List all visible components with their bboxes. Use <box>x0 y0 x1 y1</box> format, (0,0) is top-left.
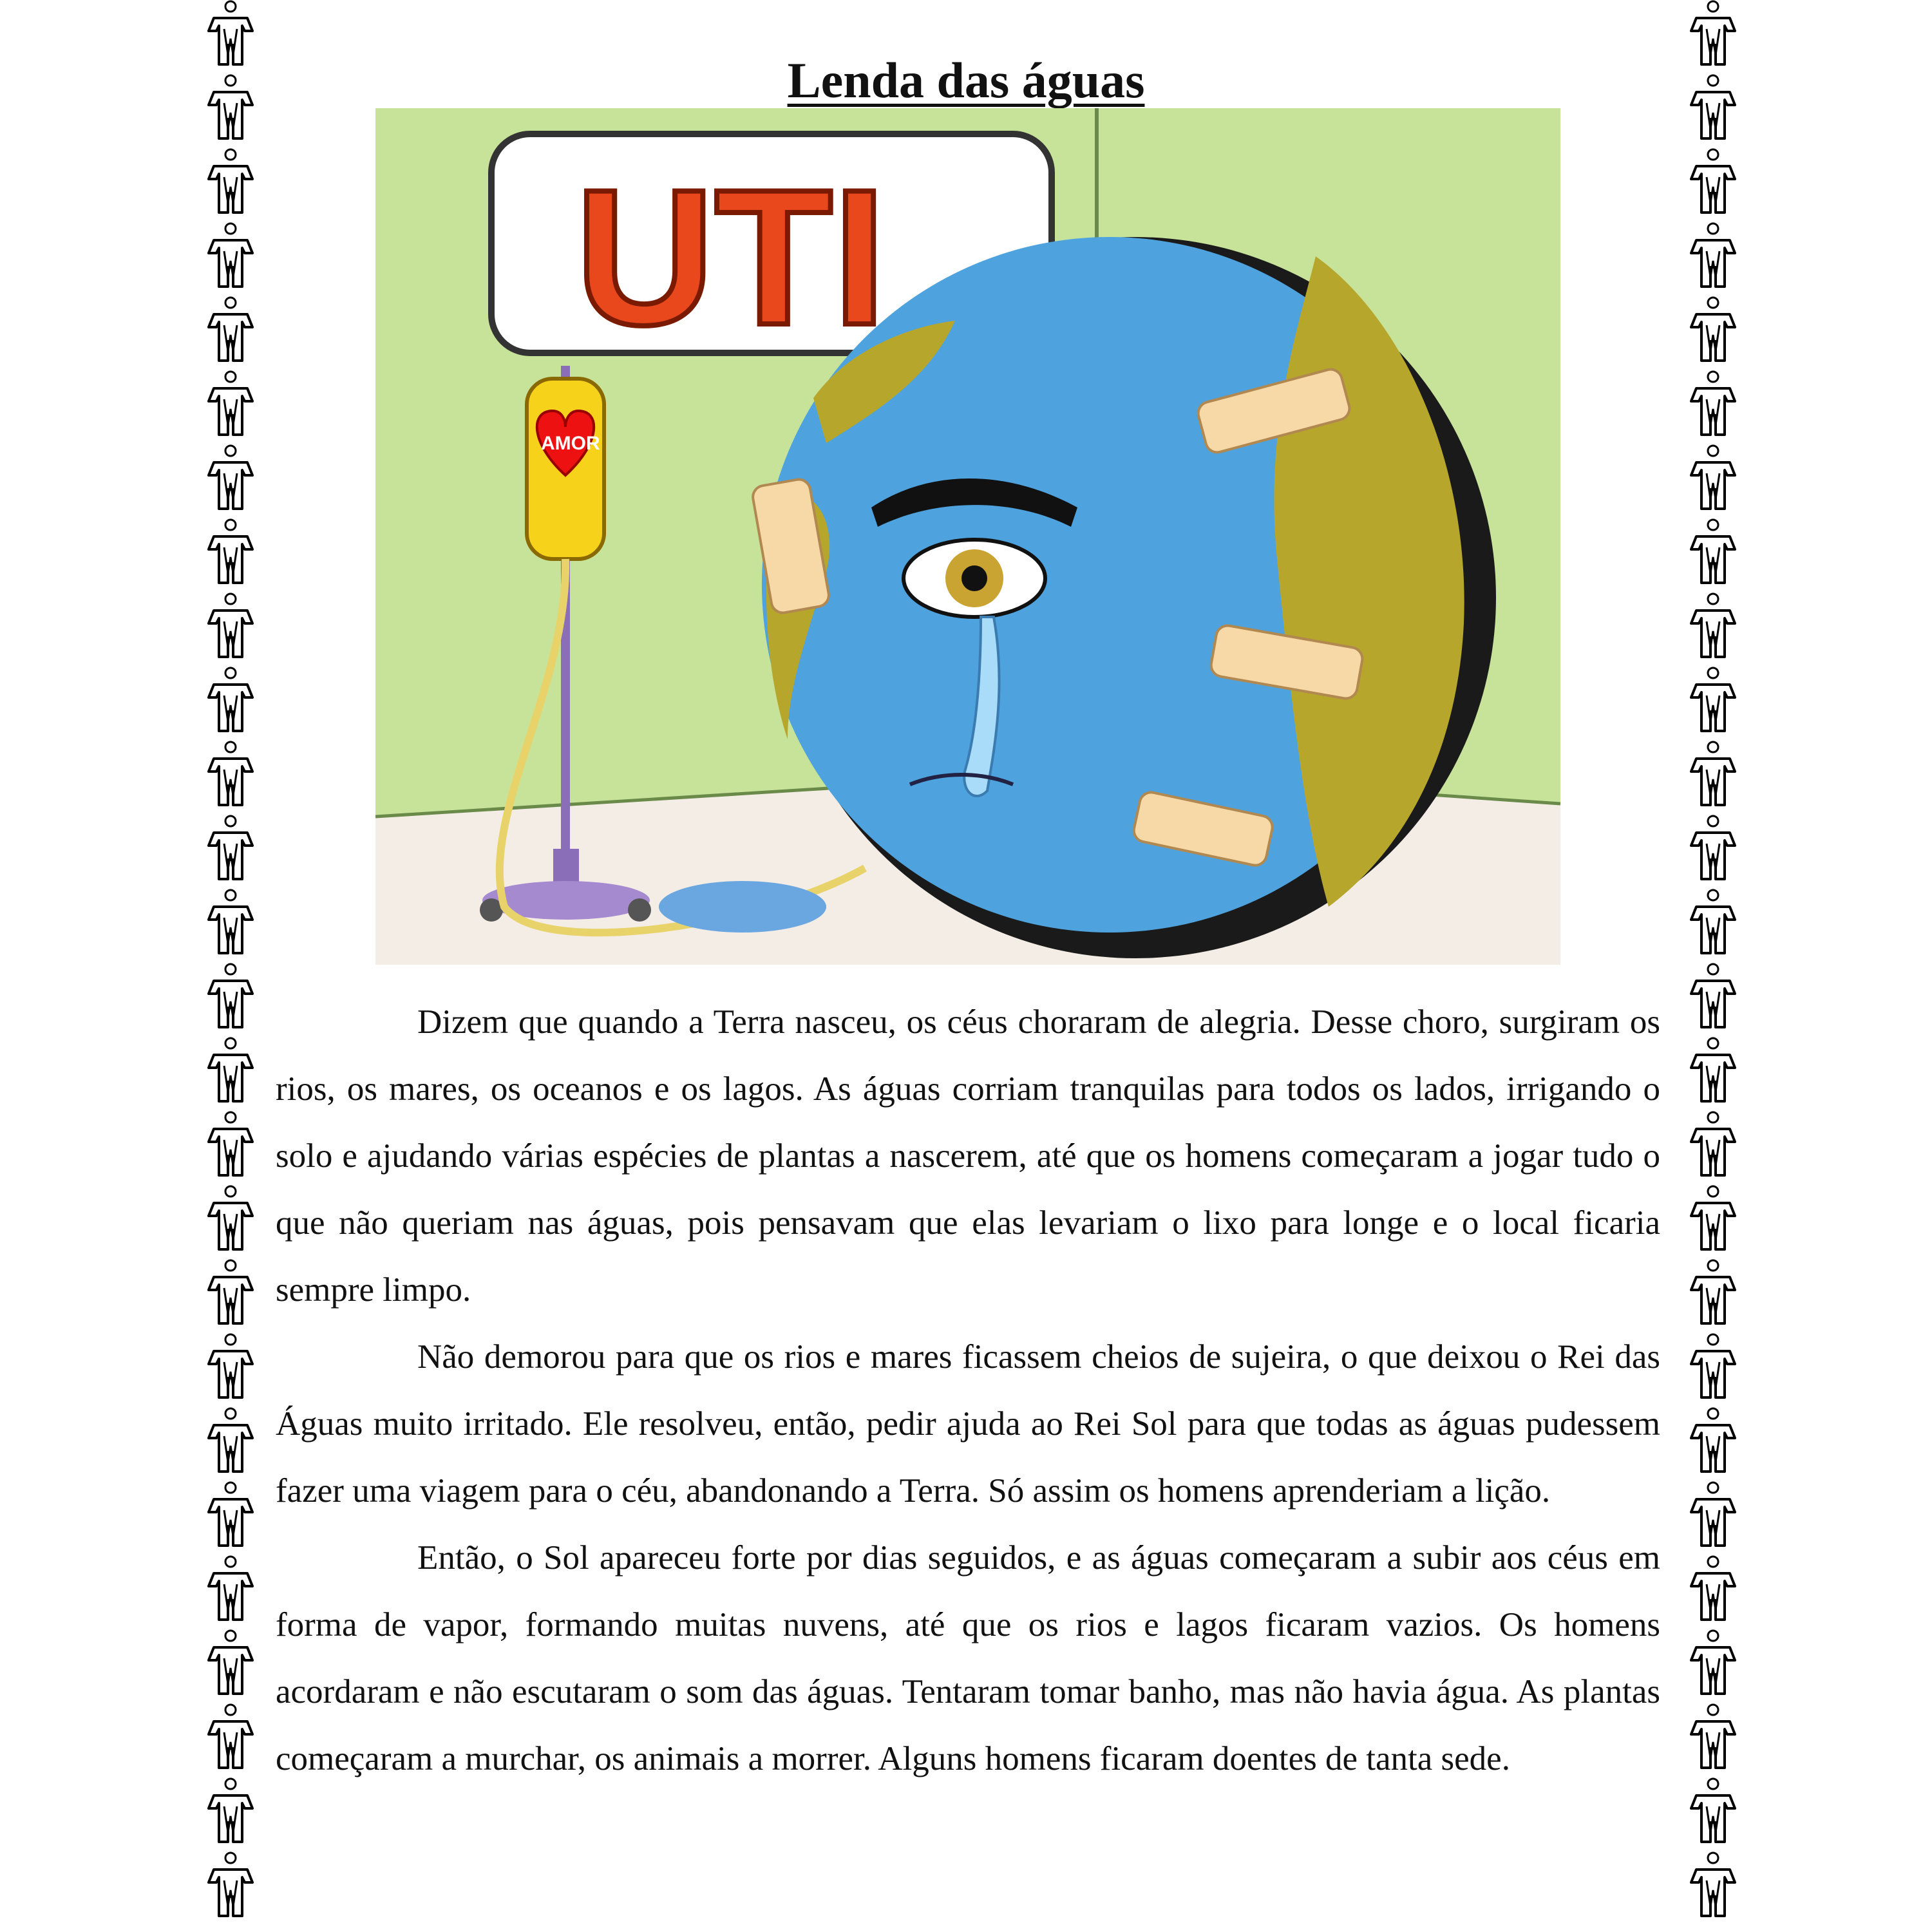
crying-earth-illustration <box>375 108 1560 965</box>
stick-figure-icon <box>1687 1629 1739 1703</box>
stick-figure-icon <box>205 741 256 815</box>
stick-figure-icon <box>205 444 256 518</box>
stick-figure-icon <box>205 1629 256 1703</box>
stick-figure-icon <box>1687 1481 1739 1555</box>
stick-figure-icon <box>205 1777 256 1852</box>
stick-figure-icon <box>1687 592 1739 667</box>
stick-figure-icon <box>205 1481 256 1555</box>
story-text <box>276 989 1660 1792</box>
stick-figure-icon <box>205 1185 256 1259</box>
stick-figure-icon <box>205 1259 256 1333</box>
stick-figure-icon <box>1687 667 1739 741</box>
stick-figure-icon <box>205 667 256 741</box>
stick-figure-icon <box>205 1037 256 1111</box>
stick-figure-icon <box>1687 1852 1739 1926</box>
stick-figure-icon <box>1687 222 1739 296</box>
left-border <box>202 0 260 1932</box>
stick-figure-icon <box>205 148 256 222</box>
stick-figure-icon <box>1687 1185 1739 1259</box>
stick-figure-icon <box>205 296 256 370</box>
stick-figure-icon <box>1687 963 1739 1037</box>
stick-figure-icon <box>1687 1703 1739 1777</box>
stick-figure-icon <box>1687 1111 1739 1185</box>
stick-figure-icon <box>205 592 256 667</box>
stick-figure-icon <box>205 1407 256 1481</box>
stick-figure-icon <box>205 815 256 889</box>
stick-figure-icon <box>205 222 256 296</box>
stick-figure-icon <box>1687 1037 1739 1111</box>
stick-figure-icon <box>1687 518 1739 592</box>
stick-figure-icon <box>205 1111 256 1185</box>
stick-figure-icon <box>1687 444 1739 518</box>
uti-sign-text: UTI <box>575 149 887 365</box>
stick-figure-icon <box>205 370 256 444</box>
paragraph-1: Dizem que quando a Terra nasceu, os céus choraram de alegria. Desse choro, surgiram os rios, os mares, os oceanos e os lagos. As águas corriam tranquilas para todos os lados, irrigando o solo e ajudando várias espécies de plantas a nascerem, até que os homens começaram a jogar tudo o que não queriam nas águas, pois pensavam que elas levariam o lixo para longe e o local ficaria sempre limpo. <box>276 1003 1660 1309</box>
stick-figure-icon <box>205 1333 256 1407</box>
iv-bag-text: AMOR <box>541 433 600 454</box>
page-title: Lenda das águas <box>787 52 1145 109</box>
stick-figure-icon <box>1687 296 1739 370</box>
stick-figure-icon <box>205 1555 256 1629</box>
stick-figure-icon <box>205 1852 256 1926</box>
paragraph-3: Então, o Sol apareceu forte por dias seguidos, e as águas começaram a subir aos céus em forma de vapor, formando muitas nuvens, até que os rios e lagos ficaram vazios. Os homens acordaram e não escutaram o som das águas. Tentaram tomar banho, mas não havia água. As plantas começaram a murchar, os animais a morrer. Alguns homens ficaram doentes de tanta sede. <box>276 1539 1660 1777</box>
stick-figure-icon <box>1687 148 1739 222</box>
stick-figure-icon <box>205 518 256 592</box>
stick-figure-icon <box>1687 1777 1739 1852</box>
stick-figure-icon <box>1687 1407 1739 1481</box>
stick-figure-icon <box>1687 1333 1739 1407</box>
stick-figure-icon <box>205 963 256 1037</box>
right-border <box>1684 0 1742 1932</box>
stick-figure-icon <box>205 1703 256 1777</box>
paragraph-2: Não demorou para que os rios e mares ficassem cheios de sujeira, o que deixou o Rei das Águas muito irritado. Ele resolveu, então, pedir ajuda ao Rei Sol para que todas as águas pudessem fazer uma viagem para o céu, abandonando a Terra. Só assim os homens aprenderiam a lição. <box>276 1338 1660 1510</box>
stick-figure-icon <box>1687 815 1739 889</box>
stick-figure-icon <box>1687 1259 1739 1333</box>
stick-figure-icon <box>205 889 256 963</box>
stick-figure-icon <box>1687 370 1739 444</box>
stick-figure-icon <box>1687 741 1739 815</box>
stick-figure-icon <box>1687 1555 1739 1629</box>
stick-figure-icon <box>1687 889 1739 963</box>
